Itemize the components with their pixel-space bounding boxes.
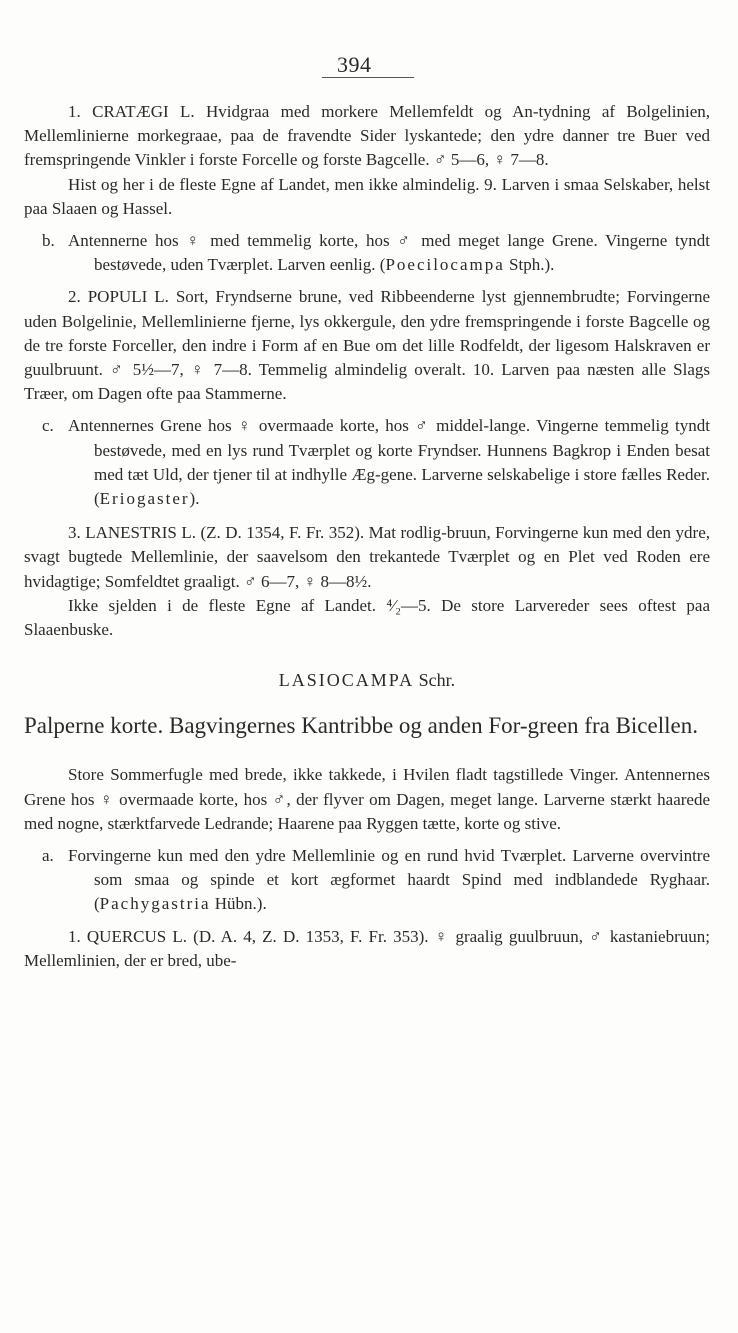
subsection-a-author: Hübn.). — [210, 894, 267, 914]
subsection-c-label: c. — [42, 416, 54, 436]
section-title-lasiocampa — [24, 668, 710, 692]
genus-eriogaster: Eriogaster — [99, 489, 190, 509]
subsection-c — [42, 414, 710, 511]
section-author: Schr. — [414, 670, 456, 691]
subsection-b-label: b. — [42, 231, 55, 251]
subsection-a-label: a. — [42, 846, 54, 866]
genus-pachygastria: Pachygastria — [99, 894, 211, 914]
section-genus: LASIOCAMPA — [278, 670, 415, 691]
subsection-a-text: Forvingerne kun med den ydre Mellemlinie og en rund hvid Tværplet. Larverne overvintre som smaa og spinde et kort ægformet haardt Spind med indblandede Ryghaar. ( — [68, 846, 710, 914]
subsection-b-author: Stph.). — [504, 255, 555, 275]
subsection-a — [42, 844, 710, 917]
subsection-c-end: ). — [189, 489, 200, 509]
paragraph-lanestris-distribution: Ikke sjelden i de fleste Egne af Landet. ⁴⁄₂—5. De store Larvereder sees oftest paa Slaaenbuske. — [24, 595, 710, 640]
paragraph-lanestris: 3. LANESTRIS L. (Z. D. 1354, F. Fr. 352). Mat rodlig-bruun, Forvingerne kun med den ydre, svagt bugtede Mellemlinie, der saavelsom den trekantede Tværplet og en Plet ved Roden ere hvidagtige; Somfeldtet graaligt. ♂ 6—7, ♀ 8—8½. — [24, 523, 710, 591]
paragraph-populi: 2. POPULI L. Sort, Fryndserne brune, ved Ribbeenderne lyst gjennembrudte; Forvingerne uden Bolgelinie, Mellemlinierne fjerne, lys okkergule, den ydre fremspringende i forste Bagcelle og de tre forste Forceller, den indre i Form af en Bue om det lille Rodfeldt, der ligesom Halskraven er guulbruunt. ♂ 5½—7, ♀ 7—8. Temmelig almindelig overalt. 10. Larven paa næsten alle Slags Træer, om Dagen ofte paa Stammerne. — [24, 287, 710, 404]
subsection-b — [42, 229, 710, 277]
page-number: 394 — [337, 52, 372, 77]
genus-poecilocampa: Poecilocampa — [385, 255, 505, 275]
subsection-c-text: Antennernes Grene hos ♀ overmaade korte, hos ♂ middel-lange. Vingerne temmelig tyndt bestøvede, med en lys rund Tværplet og korte Fryndser. Hunnens Bagkrop i Enden besat med tæt Uld, der tjener til at indhylle Æg-gene. Larverne selskabelige i store fælles Reder. ( — [68, 416, 710, 509]
paragraph-crataegi-distribution: Hist og her i de fleste Egne af Landet, men ikke almindelig. 9. Larven i smaa Selskaber, helst paa Slaaen og Hassel. — [24, 174, 710, 218]
subsection-b-text: Antennerne hos ♀ med temmelig korte, hos ♂ med meget lange Grene. Vingerne tyndt bestøvede, uden Tværplet. Larven eenlig. ( — [68, 231, 710, 275]
paragraph-quercus: 1. QUERCUS L. (D. A. 4, Z. D. 1353, F. Fr. 353). ♀ graalig guulbruun, ♂ kastaniebruun; Mellemlinien, der er bred, ube- — [24, 926, 710, 970]
paragraph-lasiocampa-description: Store Sommerfugle med brede, ikke takkede, i Hvilen fladt tagstillede Vinger. Antennernes Grene hos ♀ overmaade korte, hos ♂, der flyver om Dagen, meget lange. Larverne stærkt haarede med nogne, stærktfarvede Ledrande; Haarene paa Ryggen tætte, korte og stive. — [24, 765, 710, 833]
paragraph-crataegi: 1. CRATÆGI L. Hvidgraa med morkere Mellemfeldt og An-tydning af Bolgelinien, Mellemlinierne morkegraae, paa de fravendte Sider lyskantede; den ydre danner tre Buer ved fremspringende Vinkler i forste Forcelle og forste Bagcelle. ♂ 5—6, ♀ 7—8. — [24, 102, 710, 170]
page-number-rule — [322, 77, 414, 78]
section-subtitle: Palperne korte. Bagvingernes Kantribbe og anden For-green fra Bicellen. — [24, 713, 698, 739]
page-body — [24, 100, 710, 973]
